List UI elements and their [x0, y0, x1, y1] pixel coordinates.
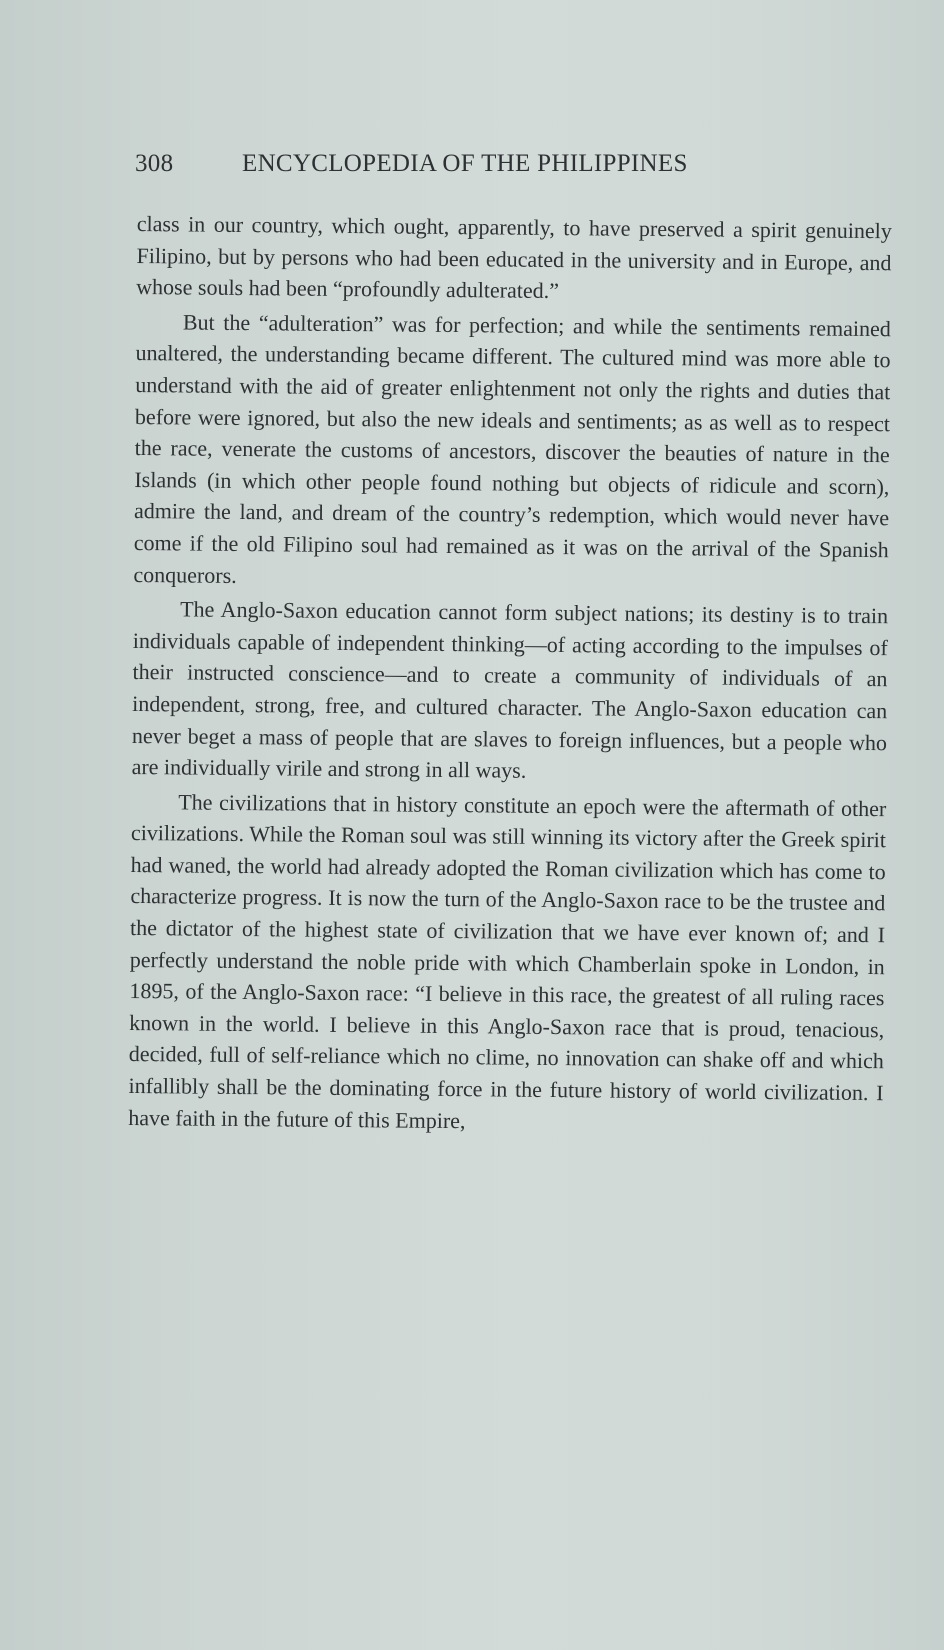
paragraph-adulteration: But the “adulteration” was for perfection; and while the sentiments remained unaltered, the understanding became different. The cultured mind was more able to understand with the aid of greater enlightenment not only the rights and duties that before were ignored, but also the new ideals and sentiments; as as well as to respect the race, venerate the customs of ancestors, discover the beauties of nature in the Islands (in which other people found nothing but objects of ridicule and scorn), admire the land, and dream of the country’s redemption, which would never have come if the old Filipino soul had remained as it was on the arrival of the Spanish conquerors. — [133, 309, 891, 588]
page-header — [135, 150, 835, 186]
paragraph-anglo-saxon-education: The Anglo-Saxon education cannot form subject nations; its destiny is to train individuals capable of independent thinking—of acting according to the impulses of their instructed conscience—and to create a community of individuals of an independent, strong, free, and cultured character. The Anglo-Saxon education can never beget a mass of people that are slaves to foreign influences, but a people who are individually virile and strong in all ways. — [131, 596, 889, 783]
running-title: ENCYCLOPEDIA OF THE PHILIPPINES — [242, 150, 688, 177]
paragraph-continuation: class in our country, which ought, apparently, to have preserved a spirit genuinely Filipino, but by persons who had been educated in the university and in Europe, and whose souls had been “profoundly adulterated.” — [136, 210, 892, 304]
body-text — [128, 208, 892, 1140]
paragraph-civilizations: The civilizations that in history constitute an epoch were the aftermath of other civilizations. While the Roman soul was still winning its victory after the Greek spirit had waned, the world had already adopted the Roman civilization which has come to characterize progress. It is now the turn of the Anglo-Saxon race to be the trustee and the dictator of the highest state of civilization that we have ever known of; and I perfectly understand the noble pride with which Chamberlain spoke in London, in 1895, of the Anglo-Saxon race: “I believe in this race, the greatest of all ruling races known in the world. I believe in this Anglo-Saxon race that is proud, tenacious, decided, full of self-reliance which no clime, no innovation can shake off and which infallibly shall be the dominating force in the future history of world civilization. I have faith in the future of this Empire, — [128, 789, 887, 1133]
page-number: 308 — [135, 150, 174, 177]
